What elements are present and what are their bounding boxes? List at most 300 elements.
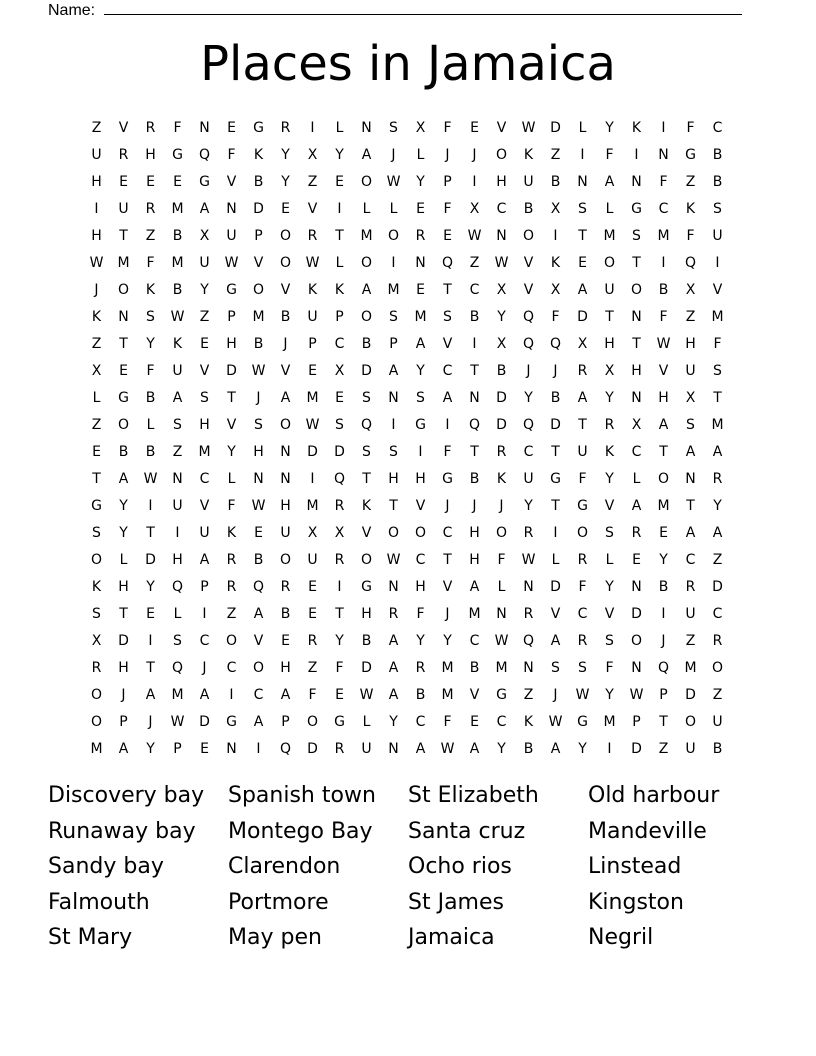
grid-letter: W	[629, 686, 644, 703]
grid-letter: N	[253, 470, 264, 487]
grid-letter: T	[227, 389, 236, 406]
grid-letter: A	[685, 524, 696, 541]
grid-letter: V	[253, 632, 264, 649]
grid-letter: G	[685, 146, 696, 163]
grid-letter: K	[685, 200, 696, 217]
grid-letter: N	[631, 659, 642, 676]
grid-letter: R	[280, 119, 291, 136]
grid-letter: O	[414, 524, 427, 541]
grid-letter: T	[335, 605, 344, 622]
grid-letter: B	[253, 173, 264, 190]
word-list-item: St Elizabeth	[408, 783, 539, 808]
grid-letter: A	[199, 686, 210, 703]
grid-letter: V	[469, 686, 480, 703]
grid-letter: O	[630, 632, 643, 649]
grid-letter: T	[632, 254, 641, 271]
grid-letter: P	[659, 686, 668, 703]
grid-letter: T	[119, 227, 128, 244]
grid-letter: Y	[416, 173, 425, 190]
grid-letter: Y	[119, 524, 128, 541]
grid-letter: S	[578, 659, 587, 676]
grid-letter: A	[253, 605, 264, 622]
grid-letter: N	[496, 605, 507, 622]
grid-letter: K	[226, 524, 237, 541]
grid-letter: T	[605, 308, 614, 325]
grid-letter: N	[523, 578, 534, 595]
grid-letter: E	[146, 173, 155, 190]
grid-letter: F	[173, 119, 182, 136]
grid-letter: C	[712, 605, 723, 622]
grid-letter: C	[199, 470, 210, 487]
grid-letter: I	[553, 524, 558, 541]
grid-letter: I	[148, 497, 153, 514]
grid-letter: R	[577, 551, 588, 568]
grid-letter: Y	[605, 686, 614, 703]
grid-letter: G	[118, 389, 129, 406]
grid-letter: W	[170, 713, 185, 730]
grid-letter: P	[335, 308, 344, 325]
grid-letter: A	[361, 281, 372, 298]
grid-letter: B	[469, 659, 480, 676]
grid-letter: T	[470, 443, 479, 460]
grid-letter: A	[388, 632, 399, 649]
word-list-item: Ocho rios	[408, 854, 512, 880]
grid-letter: Q	[279, 740, 292, 757]
grid-letter: Y	[524, 497, 533, 514]
grid-letter: A	[685, 443, 696, 460]
grid-letter: V	[280, 281, 291, 298]
grid-letter: N	[280, 443, 291, 460]
grid-letter: W	[251, 497, 266, 514]
word-list-item: Discovery bay	[48, 783, 205, 808]
grid-letter: G	[199, 173, 210, 190]
grid-letter: M	[495, 659, 508, 676]
grid-letter: Y	[524, 389, 533, 406]
grid-letter: I	[661, 119, 666, 136]
grid-letter: R	[334, 740, 345, 757]
grid-letter: X	[496, 335, 507, 352]
grid-letter: G	[172, 146, 183, 163]
grid-letter: U	[523, 470, 534, 487]
grid-letter: E	[227, 119, 236, 136]
grid-letter: O	[279, 254, 292, 271]
grid-letter: K	[631, 119, 642, 136]
grid-letter: F	[416, 605, 425, 622]
grid-letter: C	[523, 443, 534, 460]
grid-letter: U	[307, 308, 318, 325]
grid-letter: W	[656, 335, 671, 352]
grid-letter: U	[685, 362, 696, 379]
grid-letter: C	[442, 362, 453, 379]
grid-letter: U	[91, 146, 102, 163]
grid-letter: J	[445, 146, 450, 163]
grid-letter: M	[414, 308, 427, 325]
grid-letter: U	[361, 740, 372, 757]
grid-letter: R	[91, 659, 102, 676]
grid-letter: O	[279, 416, 292, 433]
grid-letter: V	[280, 362, 291, 379]
grid-letter: I	[391, 416, 396, 433]
grid-letter: Y	[335, 632, 344, 649]
grid-letter: Y	[146, 740, 155, 757]
grid-letter: Q	[522, 335, 535, 352]
grid-letter: T	[632, 335, 641, 352]
grid-letter: Z	[145, 227, 156, 244]
grid-letter: F	[146, 362, 155, 379]
grid-letter: W	[359, 686, 374, 703]
grid-letter: F	[713, 335, 722, 352]
grid-letter: R	[388, 605, 399, 622]
grid-letter: H	[91, 173, 102, 190]
grid-letter: H	[658, 389, 669, 406]
grid-letter: D	[307, 443, 318, 460]
grid-letter: M	[441, 686, 454, 703]
grid-letter: R	[334, 497, 345, 514]
grid-letter: R	[145, 119, 156, 136]
grid-letter: Y	[443, 632, 452, 649]
grid-letter: V	[604, 497, 615, 514]
grid-letter: A	[442, 389, 453, 406]
grid-letter: U	[172, 362, 183, 379]
grid-letter: W	[548, 713, 563, 730]
name-label: Name:	[48, 2, 96, 19]
grid-letter: H	[604, 335, 615, 352]
grid-letter: C	[496, 713, 507, 730]
grid-letter: Y	[146, 335, 155, 352]
grid-letter: D	[496, 389, 507, 406]
grid-letter: B	[550, 389, 561, 406]
grid-letter: Q	[441, 254, 454, 271]
grid-letter: R	[145, 200, 156, 217]
word-list-item: Falmouth	[48, 889, 150, 915]
grid-letter: W	[386, 173, 401, 190]
grid-letter: P	[254, 227, 263, 244]
grid-letter: X	[91, 362, 102, 379]
grid-letter: K	[253, 146, 264, 163]
grid-letter: U	[307, 551, 318, 568]
grid-letter: I	[715, 254, 720, 271]
grid-letter: F	[578, 578, 587, 595]
grid-letter: N	[577, 173, 588, 190]
grid-letter: I	[256, 740, 261, 757]
grid-letter: W	[305, 254, 320, 271]
grid-letter: V	[442, 578, 453, 595]
grid-letter: N	[118, 308, 129, 325]
grid-letter: P	[443, 173, 452, 190]
grid-letter: R	[307, 227, 318, 244]
grid-letter: J	[202, 659, 207, 676]
grid-letter: V	[199, 362, 210, 379]
grid-letter: R	[226, 578, 237, 595]
grid-letter: A	[577, 281, 588, 298]
grid-letter: I	[607, 740, 612, 757]
grid-letter: S	[389, 443, 398, 460]
grid-letter: J	[391, 146, 396, 163]
grid-letter: R	[415, 659, 426, 676]
grid-letter: C	[415, 551, 426, 568]
grid-letter: W	[575, 686, 590, 703]
grid-letter: T	[335, 227, 344, 244]
grid-letter: F	[227, 146, 236, 163]
grid-letter: R	[226, 551, 237, 568]
grid-letter: P	[308, 335, 317, 352]
grid-letter: G	[415, 416, 426, 433]
grid-letter: S	[713, 362, 722, 379]
grid-letter: U	[685, 605, 696, 622]
grid-letter: W	[305, 416, 320, 433]
grid-letter: J	[445, 605, 450, 622]
grid-letter: M	[171, 254, 184, 271]
grid-letter: E	[308, 362, 317, 379]
grid-letter: N	[496, 227, 507, 244]
grid-letter: B	[253, 335, 264, 352]
grid-letter: N	[415, 254, 426, 271]
grid-letter: Q	[522, 416, 535, 433]
grid-letter: O	[90, 713, 103, 730]
grid-letter: P	[200, 578, 209, 595]
grid-letter: J	[148, 713, 153, 730]
grid-letter: P	[173, 740, 182, 757]
grid-letter: Q	[684, 254, 697, 271]
grid-letter: V	[658, 362, 669, 379]
grid-letter: D	[631, 605, 642, 622]
grid-letter: O	[657, 470, 670, 487]
grid-letter: B	[280, 308, 291, 325]
grid-letter: V	[226, 416, 237, 433]
grid-letter: N	[172, 470, 183, 487]
grid-letter: X	[685, 389, 696, 406]
grid-letter: O	[360, 254, 373, 271]
word-list-item: Kingston	[588, 889, 684, 915]
grid-letter: G	[253, 119, 264, 136]
grid-letter: B	[712, 173, 723, 190]
grid-letter: M	[711, 416, 724, 433]
grid-letter: N	[226, 740, 237, 757]
grid-letter: G	[361, 578, 372, 595]
grid-letter: X	[577, 335, 588, 352]
grid-letter: Y	[605, 578, 614, 595]
word-list-item: Clarendon	[228, 854, 341, 880]
grid-letter: C	[469, 281, 480, 298]
grid-letter: Y	[281, 146, 290, 163]
grid-letter: N	[523, 659, 534, 676]
grid-letter: G	[496, 686, 507, 703]
grid-letter: F	[659, 308, 668, 325]
grid-letter: N	[469, 389, 480, 406]
grid-letter: A	[712, 524, 723, 541]
grid-letter: S	[416, 389, 425, 406]
grid-letter: N	[631, 578, 642, 595]
grid-letter: I	[337, 578, 342, 595]
grid-letter: Q	[522, 308, 535, 325]
grid-letter: K	[172, 335, 183, 352]
grid-letter: O	[306, 713, 319, 730]
grid-letter: B	[658, 281, 669, 298]
grid-letter: C	[415, 713, 426, 730]
grid-letter: D	[550, 416, 561, 433]
grid-letter: V	[415, 497, 426, 514]
grid-letter: R	[712, 470, 723, 487]
grid-letter: E	[659, 524, 668, 541]
grid-letter: B	[118, 443, 129, 460]
grid-letter: Y	[389, 713, 398, 730]
grid-letter: A	[199, 200, 210, 217]
grid-letter: R	[685, 578, 696, 595]
grid-letter: F	[659, 173, 668, 190]
word-list-item: Linstead	[588, 854, 682, 880]
grid-letter: D	[631, 740, 642, 757]
grid-letter: H	[199, 416, 210, 433]
grid-letter: G	[577, 713, 588, 730]
grid-letter: N	[685, 470, 696, 487]
grid-letter: L	[605, 200, 614, 217]
grid-letter: J	[283, 335, 288, 352]
grid-letter: T	[551, 443, 560, 460]
word-list-item: Montego Bay	[228, 818, 373, 844]
grid-letter: O	[360, 551, 373, 568]
grid-letter: I	[148, 632, 153, 649]
grid-letter: B	[361, 632, 372, 649]
grid-letter: E	[92, 443, 101, 460]
grid-letter: A	[415, 335, 426, 352]
grid-letter: Z	[658, 740, 669, 757]
letter-grid	[83, 114, 731, 762]
grid-letter: M	[711, 308, 724, 325]
grid-letter: Z	[685, 632, 696, 649]
grid-letter: H	[280, 497, 291, 514]
grid-letter: M	[441, 659, 454, 676]
grid-letter: A	[388, 659, 399, 676]
grid-letter: T	[659, 713, 668, 730]
grid-letter: J	[553, 362, 558, 379]
grid-letter: L	[335, 254, 344, 271]
grid-letter: A	[118, 740, 129, 757]
grid-letter: A	[658, 416, 669, 433]
grid-letter: O	[576, 524, 589, 541]
grid-letter: I	[310, 470, 315, 487]
grid-letter: B	[469, 470, 480, 487]
grid-letter: Z	[91, 335, 102, 352]
grid-letter: F	[443, 713, 452, 730]
grid-letter: R	[577, 362, 588, 379]
grid-letter: H	[361, 605, 372, 622]
grid-letter: B	[280, 605, 291, 622]
grid-letter: F	[551, 308, 560, 325]
grid-letter: V	[118, 119, 129, 136]
grid-letter: O	[117, 281, 130, 298]
word-list-item: Jamaica	[408, 925, 495, 951]
grid-letter: M	[468, 605, 481, 622]
grid-letter: J	[499, 497, 504, 514]
grid-letter: E	[335, 686, 344, 703]
grid-letter: K	[523, 713, 534, 730]
grid-letter: E	[632, 551, 641, 568]
grid-letter: G	[631, 200, 642, 217]
grid-letter: O	[117, 416, 130, 433]
grid-letter: Z	[712, 551, 723, 568]
grid-letter: E	[335, 173, 344, 190]
grid-letter: I	[202, 605, 207, 622]
grid-letter: W	[521, 551, 536, 568]
grid-letter: X	[334, 362, 345, 379]
grid-letter: C	[496, 200, 507, 217]
grid-letter: A	[172, 389, 183, 406]
grid-letter: A	[280, 389, 291, 406]
grid-letter: T	[389, 497, 398, 514]
word-list-item: Negril	[588, 925, 654, 951]
grid-letter: B	[172, 281, 183, 298]
grid-letter: Y	[605, 470, 614, 487]
grid-letter: S	[632, 227, 641, 244]
grid-letter: F	[605, 659, 614, 676]
grid-letter: Y	[416, 632, 425, 649]
grid-letter: D	[361, 659, 372, 676]
grid-letter: D	[145, 551, 156, 568]
grid-letter: Q	[522, 632, 535, 649]
grid-letter: R	[523, 524, 534, 541]
grid-letter: O	[630, 281, 643, 298]
grid-letter: I	[445, 416, 450, 433]
grid-letter: C	[226, 659, 237, 676]
grid-letter: T	[119, 335, 128, 352]
grid-letter: S	[362, 389, 371, 406]
grid-letter: N	[388, 389, 399, 406]
grid-letter: A	[604, 173, 615, 190]
grid-letter: B	[253, 551, 264, 568]
grid-letter: C	[469, 632, 480, 649]
grid-letter: T	[92, 470, 101, 487]
grid-letter: Y	[659, 551, 668, 568]
grid-letter: V	[712, 281, 723, 298]
grid-letter: V	[442, 335, 453, 352]
grid-letter: J	[526, 362, 531, 379]
grid-letter: D	[550, 578, 561, 595]
grid-letter: V	[361, 524, 372, 541]
grid-letter: Y	[578, 740, 587, 757]
grid-letter: O	[252, 659, 265, 676]
grid-letter: A	[388, 362, 399, 379]
grid-letter: U	[712, 227, 723, 244]
grid-letter: A	[361, 146, 372, 163]
grid-letter: J	[472, 146, 477, 163]
grid-letter: N	[631, 308, 642, 325]
grid-letter: Q	[549, 335, 562, 352]
grid-letter: Z	[91, 119, 102, 136]
grid-letter: O	[387, 524, 400, 541]
grid-letter: S	[200, 389, 209, 406]
grid-letter: L	[335, 119, 344, 136]
grid-letter: X	[199, 227, 210, 244]
grid-letter: O	[495, 524, 508, 541]
grid-letter: A	[145, 686, 156, 703]
grid-letter: K	[523, 146, 534, 163]
grid-letter: I	[94, 200, 99, 217]
grid-letter: N	[226, 200, 237, 217]
grid-letter: H	[496, 173, 507, 190]
grid-letter: Z	[712, 686, 723, 703]
grid-letter: A	[469, 578, 480, 595]
grid-letter: W	[386, 551, 401, 568]
grid-letter: J	[94, 281, 99, 298]
word-list-item: St James	[408, 889, 504, 915]
grid-letter: A	[631, 497, 642, 514]
grid-letter: J	[472, 497, 477, 514]
grid-letter: Y	[605, 119, 614, 136]
grid-letter: Z	[91, 416, 102, 433]
grid-letter: E	[254, 524, 263, 541]
grid-letter: U	[199, 524, 210, 541]
grid-letter: F	[605, 146, 614, 163]
